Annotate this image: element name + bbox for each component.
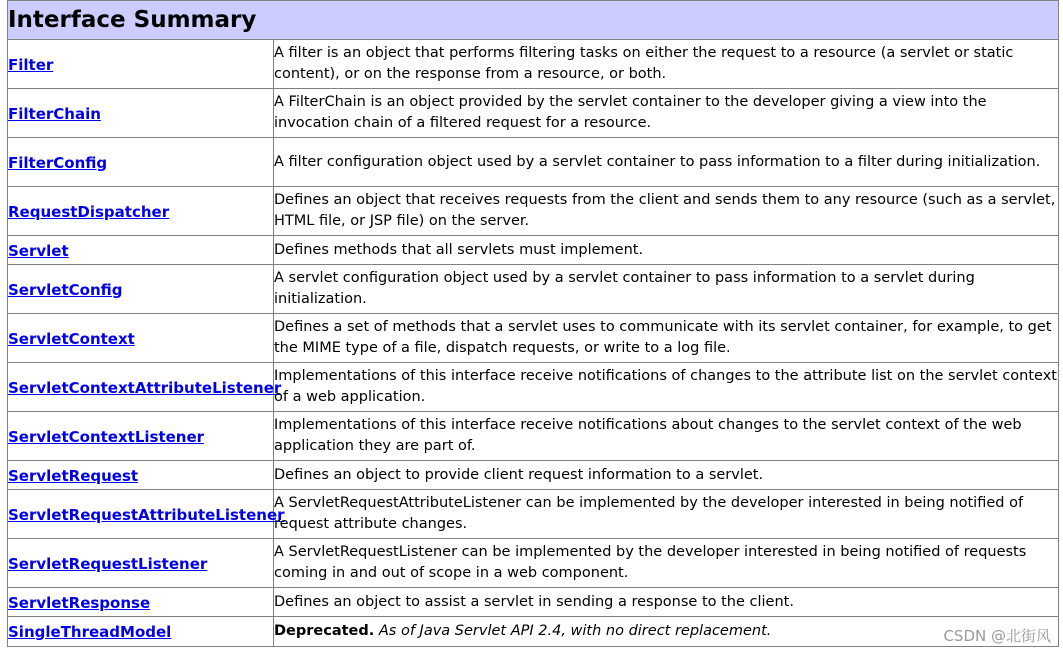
interface-name-cell (8, 89, 274, 138)
interface-description: Implementations of this interface receive notifications about changes to the servlet context of the web application they are part of. (274, 412, 1059, 461)
interface-description: A servlet configuration object used by a servlet container to pass information to a servlet during initialization. (274, 265, 1059, 314)
interface-link-filterconfig[interactable]: FilterConfig (8, 153, 108, 172)
interface-description: A FilterChain is an object provided by the servlet container to the developer giving a view into the invocation chain of a filtered request for a resource. (274, 89, 1059, 138)
interface-link-servletrequestattributelistener[interactable]: ServletRequestAttributeListener (8, 505, 285, 524)
table-row (8, 314, 1059, 363)
table-row (8, 236, 1059, 265)
interface-link-servletresponse[interactable]: ServletResponse (8, 593, 151, 612)
table-row (8, 461, 1059, 490)
interface-name-cell (8, 314, 274, 363)
interface-summary-table (7, 0, 1059, 647)
interface-description: A filter configuration object used by a servlet container to pass information to a filter during initialization. (274, 138, 1059, 187)
interface-link-servletrequestlistener[interactable]: ServletRequestListener (8, 554, 208, 573)
table-row (8, 412, 1059, 461)
interface-link-singlethreadmodel[interactable]: SingleThreadModel (8, 623, 172, 641)
deprecated-label: Deprecated. (274, 623, 375, 639)
interface-name-cell (8, 236, 274, 265)
interface-description: Defines methods that all servlets must implement. (274, 236, 1059, 265)
interface-description: A ServletRequestAttributeListener can be implemented by the developer interested in being notified of request attribute changes. (274, 490, 1059, 539)
interface-description: A filter is an object that performs filtering tasks on either the request to a resource (a servlet or static content), or on the response from a resource, or both. (274, 40, 1059, 89)
interface-link-servlet[interactable]: Servlet (8, 241, 69, 260)
interface-name-cell (8, 617, 274, 647)
interface-name-cell (8, 363, 282, 412)
interface-link-requestdispatcher[interactable]: RequestDispatcher (8, 202, 170, 221)
interface-link-servletrequest[interactable]: ServletRequest (8, 466, 139, 485)
table-row (8, 363, 1059, 412)
table-row (8, 588, 1059, 617)
interface-name-cell (8, 265, 274, 314)
table-header-row (8, 1, 1059, 40)
interface-link-servletcontext[interactable]: ServletContext (8, 329, 135, 348)
interface-name-cell (8, 412, 274, 461)
interface-link-filterchain[interactable]: FilterChain (8, 104, 101, 123)
interface-name-cell (8, 40, 274, 89)
interface-description (274, 617, 1059, 647)
table-row (8, 138, 1059, 187)
interface-link-servletcontextattributelistener[interactable]: ServletContextAttributeListener (8, 378, 282, 397)
interface-name-cell (8, 588, 274, 617)
interface-name-cell (8, 138, 274, 187)
table-row (8, 265, 1059, 314)
interface-name-cell (8, 187, 274, 236)
interface-description: A ServletRequestListener can be implemented by the developer interested in being notified of requests coming in and out of scope in a web component. (274, 539, 1059, 588)
interface-link-servletconfig[interactable]: ServletConfig (8, 280, 123, 299)
table-row (8, 89, 1059, 138)
table-title: Interface Summary (8, 1, 1059, 40)
interface-name-cell (8, 539, 274, 588)
interface-description: Defines an object that receives requests from the client and sends them to any resource (such as a servlet, HTML file, or JSP file) on the server. (274, 187, 1059, 236)
interface-name-cell (8, 461, 274, 490)
table-row (8, 539, 1059, 588)
table-row (8, 187, 1059, 236)
interface-description: Implementations of this interface receive notifications of changes to the attribute list on the servlet context of a web application. (274, 363, 1059, 412)
table-row (8, 40, 1059, 89)
interface-link-filter[interactable]: Filter (8, 55, 54, 74)
interface-link-servletcontextlistener[interactable]: ServletContextListener (8, 427, 205, 446)
deprecated-note: As of Java Servlet API 2.4, with no direct replacement. (378, 623, 772, 639)
interface-name-cell (8, 490, 285, 539)
interface-description: Defines an object to provide client request information to a servlet. (274, 461, 1059, 490)
table-row (8, 490, 1059, 539)
watermark-text: CSDN @北街风 (943, 627, 1051, 645)
interface-description: Defines a set of methods that a servlet uses to communicate with its servlet container, for example, to get the MIME type of a file, dispatch requests, or write to a log file. (274, 314, 1059, 363)
interface-description: Defines an object to assist a servlet in sending a response to the client. (274, 588, 1059, 617)
table-row (8, 617, 1059, 647)
